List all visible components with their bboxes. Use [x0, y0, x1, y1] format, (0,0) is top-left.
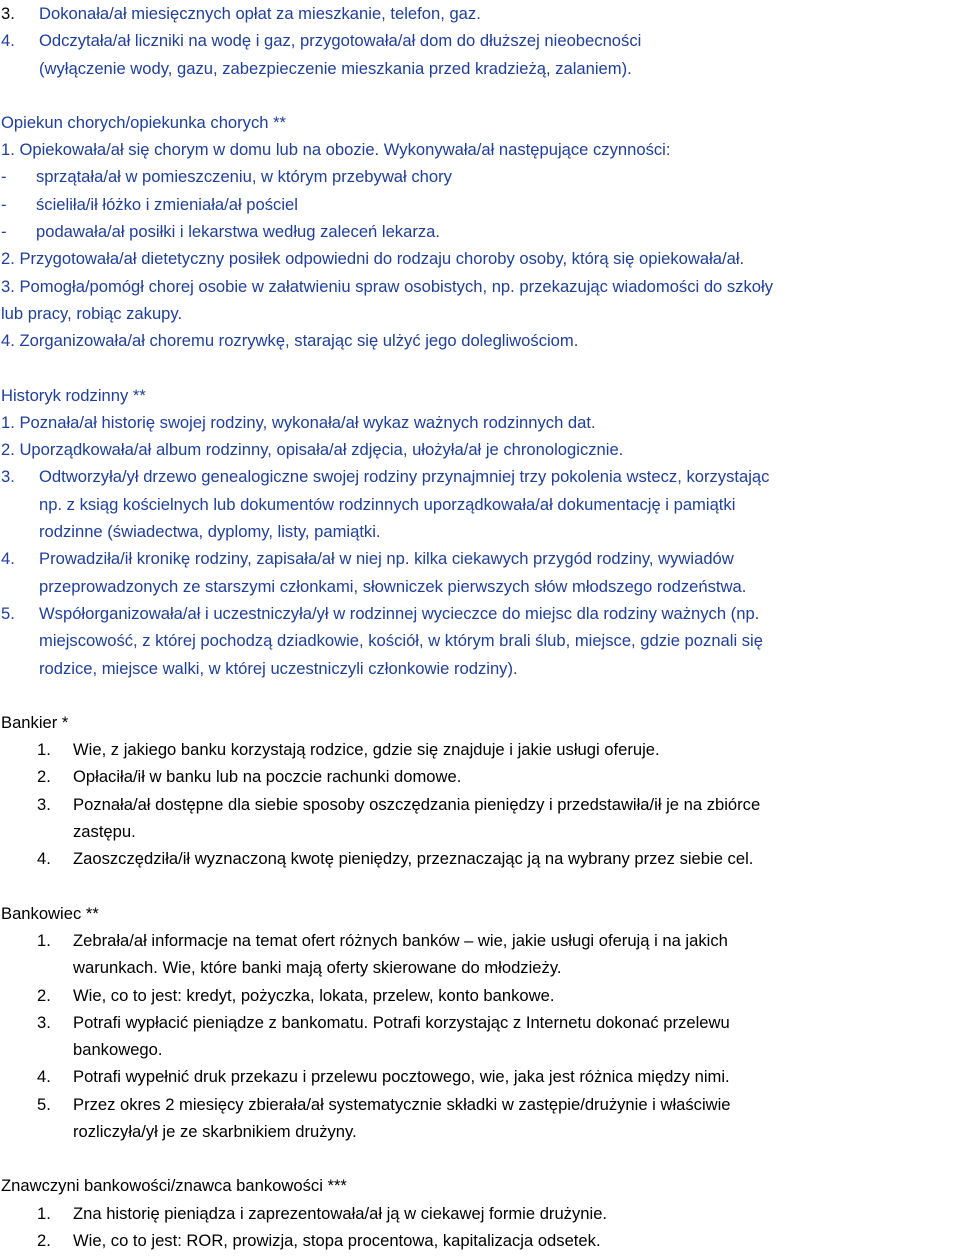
list-item	[1, 1200, 956, 1227]
list-text: Opłaciła/ił w banku lub na poczcie rachunki domowe.	[73, 767, 462, 787]
list-text: miejscowość, z której pochodzą dziadkowie, kościół, w którym brali ślub, miejsce, gdzie poznali się	[39, 631, 763, 651]
list-text: Wie, z jakiego banku korzystają rodzice, gdzie się znajduje i jakie usługi oferuje.	[73, 740, 660, 760]
list-number: 3.	[37, 794, 51, 814]
paragraph-item: 2. Uporządkowała/ał album rodzinny, opisała/ał zdjęcia, ułożyła/ał je chronologicznie.	[1, 440, 624, 460]
paragraph-item: 3. Pomogła/pomógł chorej osobie w załatwieniu spraw osobistych, np. przekazując wiadomości do szkoły	[1, 276, 773, 296]
list-text: rodzice, miejsce walki, w której uczestniczyli członkowie rodziny).	[39, 658, 518, 678]
list-number: 1.	[37, 930, 51, 950]
section-heading: Historyk rodzinny **	[1, 385, 146, 405]
list-text: przeprowadzonych ze starszymi członkami, słowniczek pierwszych słów młodszego rodzeństwa.	[39, 576, 747, 596]
list-item	[1, 1009, 956, 1064]
item-text-cont: Wykonywała/ał następujące czynności:	[379, 140, 671, 160]
list-text: bankowego.	[73, 1040, 163, 1060]
section-heading: Opiekun chorych/opiekunka chorych **	[1, 112, 287, 132]
list-item	[1, 1091, 956, 1146]
list-text: Współorganizowała/ał i uczestniczyła/ył w rodzinnej wycieczce do miejsc dla rodziny ważnych (np.	[39, 603, 760, 623]
item-text: 1. Opiekowała/ał się chorym w domu lub na obozie.	[1, 140, 380, 160]
list-text: Zna historię pieniądza i zaprezentowała/ał ją w ciekawej formie drużynie.	[73, 1203, 608, 1223]
list-number: 3.	[1, 4, 15, 23]
list-text: Prowadziła/ił kronikę rodziny, zapisała/ał w niej np. kilka ciekawych przygód rodziny, wywiadów	[39, 549, 734, 569]
list-text: Poznała/ał dostępne dla siebie sposoby oszczędzania pieniędzy i przedstawiła/ił je na zbiórce	[73, 794, 761, 814]
list-text: Wie, co to jest: ROR, prowizja, stopa procentowa, kapitalizacja odsetek.	[73, 1230, 601, 1250]
list-number: 4.	[37, 1067, 51, 1087]
list-text: Odtworzyła/ył drzewo genealogiczne swojej rodziny przynajmniej trzy pokolenia wstecz, korzystając	[39, 467, 770, 487]
dash-item: - podawała/ał posiłki i lekarstwa według zaleceń lekarza.	[1, 218, 956, 245]
paragraph-item: 1. Poznała/ał historię swojej rodziny, wykonała/ał wykaz ważnych rodzinnych dat.	[1, 412, 596, 432]
list-text: Odczytała/ał liczniki na wodę i gaz, przygotowała/ał dom do dłuższej nieobecności	[39, 31, 642, 51]
section-heading: Bankier *	[1, 712, 69, 732]
list-number: 1.	[37, 740, 51, 760]
list-item	[1, 0, 956, 27]
dash-text: podawała/ał posiłki i lekarstwa według zaleceń lekarza.	[36, 222, 440, 242]
list-number: 2.	[37, 767, 51, 787]
list-text: Przez okres 2 miesięcy zbierała/ał systematycznie składki w zastępie/drużynie i właściwie	[73, 1094, 731, 1114]
section-heading: Bankowiec **	[1, 903, 99, 923]
list-text: warunkach. Wie, które banki mają oferty skierowane do młodzieży.	[73, 958, 562, 978]
list-text: np. z ksiąg kościelnych lub dokumentów rodzinnych uporządkowała/ał dokumentację i pamiątki	[39, 494, 736, 514]
paragraph-item: lub pracy, robiąc zakupy.	[1, 303, 183, 323]
list-item	[1, 1063, 956, 1090]
section-heading: Znawczyni bankowości/znawca bankowości ***	[1, 1176, 347, 1196]
list-number: 3.	[1, 467, 15, 487]
dash-item: - ścieliła/ił łóżko i zmieniała/ał pościel	[1, 191, 956, 218]
list-text: Wie, co to jest: kredyt, pożyczka, lokata, przelew, konto bankowe.	[73, 985, 555, 1005]
list-number: 5.	[1, 603, 15, 623]
list-item	[1, 763, 956, 790]
list-item	[1, 927, 956, 982]
list-item	[1, 600, 956, 682]
list-text: (wyłączenie wody, gazu, zabezpieczenie mieszkania przed kradzieżą, zalaniem).	[39, 58, 632, 78]
list-text: Potrafi wypłacić pieniądze z bankomatu. Potrafi korzystając z Internetu dokonać przelewu	[73, 1012, 730, 1032]
list-text: zastępu.	[73, 822, 136, 842]
dash-text: ścieliła/ił łóżko i zmieniała/ał pościel	[36, 194, 298, 214]
list-item	[1, 463, 956, 545]
list-number: 2.	[37, 985, 51, 1005]
paragraph-item: 4. Zorganizowała/ał choremu rozrywkę, starając się ulżyć jego dolegliwościom.	[1, 331, 579, 351]
dash-text: sprzątała/ał w pomieszczeniu, w którym przebywał chory	[36, 167, 452, 187]
list-item	[1, 27, 956, 82]
list-number: 1.	[37, 1203, 51, 1223]
list-number: 2.	[37, 1230, 51, 1250]
list-text: Zebrała/ał informacje na temat ofert różnych banków – wie, jakie usługi oferują i na jakich	[73, 930, 728, 950]
list-text: rozliczyła/ył je ze skarbnikiem drużyny.	[73, 1121, 357, 1141]
list-number: 5.	[37, 1094, 51, 1114]
paragraph-item: 2. Przygotowała/ał dietetyczny posiłek odpowiedni do rodzaju choroby osoby, którą się opiekowała/ał.	[1, 249, 745, 269]
list-number: 4.	[37, 849, 51, 869]
list-number: 4.	[1, 31, 15, 51]
list-text: Potrafi wypełnić druk przekazu i przelewu pocztowego, wie, jaka jest różnica między nimi.	[73, 1067, 730, 1087]
list-item	[1, 545, 956, 600]
list-number: 3.	[37, 1012, 51, 1032]
list-item	[1, 845, 956, 872]
dash-item: - sprzątała/ał w pomieszczeniu, w którym przebywał chory	[1, 163, 956, 190]
list-item	[1, 736, 956, 763]
list-item	[1, 1227, 956, 1254]
list-number: 4.	[1, 549, 15, 569]
list-text: rodzinne (świadectwa, dyplomy, listy, pamiątki.	[39, 522, 381, 542]
paragraph-item	[1, 136, 956, 163]
list-item	[1, 982, 956, 1009]
list-text: Zaoszczędziła/ił wyznaczoną kwotę pieniędzy, przeznaczając ją na wybrany przez siebie cel.	[73, 849, 754, 869]
list-item	[1, 791, 956, 846]
list-text: Dokonała/ał miesięcznych opłat za mieszkanie, telefon, gaz.	[39, 4, 481, 23]
